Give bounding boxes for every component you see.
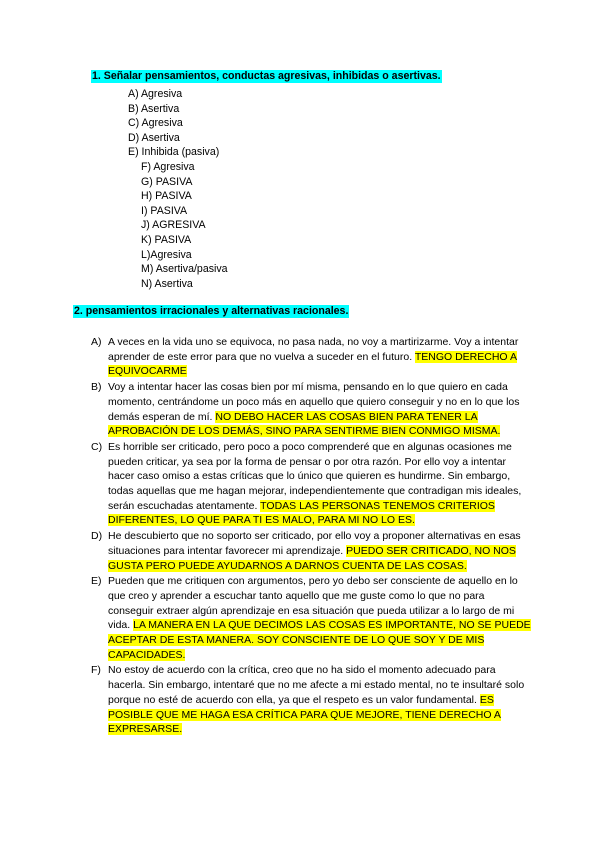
- list-item: B) Asertiva: [128, 102, 180, 115]
- list-item: N) Asertiva: [141, 277, 193, 290]
- item-highlight: NO DEBO HACER LAS COSAS BIEN PARA TENER LA APROBACIÓN DE LOS DEMÁS, SINO PARA SENTIRME BIEN CONMIGO MISMA.: [108, 410, 501, 438]
- list-item: [91, 663, 531, 737]
- list-item: D) Asertiva: [128, 131, 180, 144]
- list-item: [91, 380, 531, 439]
- item-letter: D): [91, 530, 103, 543]
- item-text: He descubierto que no soporto ser criticado, por ello voy a proponer alternativas en esas situaciones para intentar favorecer mi aprendizaje.: [108, 530, 521, 557]
- list-item: F) Agresiva: [141, 160, 195, 173]
- item-text: Voy a intentar hacer las cosas bien por mí misma, pensando en lo que quiero en cada momento, centrándome un poco más en aquello que quiero conseguir y no en lo que los demás esperan de mí.: [108, 381, 520, 423]
- list-item: [91, 335, 531, 379]
- item-text: Es horrible ser criticado, pero poco a poco comprenderé que en algunas ocasiones me pueden criticar, ya sea por la forma de pensar o por otra razón. Por ello voy a intentar hacer caso omiso a estas críticas que lo único que quieren es hundirme. Sin embargo, todas aquellas que me hagan mejorar, independientemente que contradigan mis ideales, serán escuchadas atentamente.: [108, 440, 522, 512]
- item-letter: A): [91, 336, 102, 348]
- item-text: No estoy de acuerdo con la crítica, creo que no ha sido el momento adecuado para hacerla. Sin embargo, intentaré que no me afecte a mi estado mental, no te insultaré solo porque no esté de acuerdo con ella, ya que el respeto es un valor fundamental.: [108, 664, 525, 706]
- item-text: A veces en la vida uno se equivoca, no pasa nada, no voy a martirizarme. Voy a intentar aprender de este error para que no vuelva a suceder en el futuro.: [108, 336, 519, 363]
- list-item: H) PASIVA: [141, 190, 192, 203]
- list-item: J) AGRESIVA: [141, 219, 206, 232]
- list-item: M) Asertiva/pasiva: [141, 263, 228, 276]
- section1-list: [128, 87, 228, 291]
- item-highlight: ES POSIBLE QUE ME HAGA ESA CRÍTICA PARA QUE MEJORE, TIENE DERECHO A EXPRESARSE.: [108, 693, 501, 736]
- list-item: L)Agresiva: [141, 248, 192, 261]
- item-letter: E): [91, 575, 102, 588]
- item-text: Pueden que me critiquen con argumentos, pero yo debo ser consciente de aquello en lo que creo y aprender a escuchar tanto aquello que me guste como lo que no para conseguir extraer algún aprendizaje en esa situación que pueda utilizar a lo largo de mi vida.: [108, 575, 518, 632]
- list-item: A) Agresiva: [128, 88, 183, 100]
- list-item: K) PASIVA: [141, 233, 192, 246]
- item-letter: B): [91, 381, 102, 394]
- list-item: [91, 440, 531, 528]
- list-item: C) Agresiva: [128, 117, 183, 130]
- item-highlight: PUEDO SER CRITICADO, NO NOS GUSTA PERO PUEDE AYUDARNOS A DARNOS CUENTA DE LAS COSAS.: [108, 544, 516, 572]
- list-item: E) Inhibida (pasiva): [128, 146, 220, 159]
- list-item: I) PASIVA: [141, 204, 188, 217]
- item-highlight: TODAS LAS PERSONAS TENEMOS CRITERIOS DIFERENTES, LO QUE PARA TI ES MALO, PARA MI NO LO ES.: [108, 499, 495, 527]
- item-letter: F): [91, 664, 101, 677]
- item-highlight: TENGO DERECHO A EQUIVOCARME: [108, 350, 517, 378]
- section2-heading: 2. pensamientos irracionales y alternativas racionales.: [74, 305, 349, 317]
- item-highlight: LA MANERA EN LA QUE DECIMOS LAS COSAS ES IMPORTANTE, NO SE PUEDE ACEPTAR DE ESTA MANERA. SOY CONSCIENTE DE LO QUE SOY Y DE MIS CAPACIDADES.: [108, 619, 531, 661]
- item-letter: C): [91, 440, 103, 453]
- section1-heading: 1. Señalar pensamientos, conductas agresivas, inhibidas o asertivas.: [92, 70, 441, 82]
- section2-list: [91, 335, 531, 737]
- list-item: [91, 574, 531, 662]
- list-item: G) PASIVA: [141, 175, 193, 188]
- list-item: [91, 529, 531, 573]
